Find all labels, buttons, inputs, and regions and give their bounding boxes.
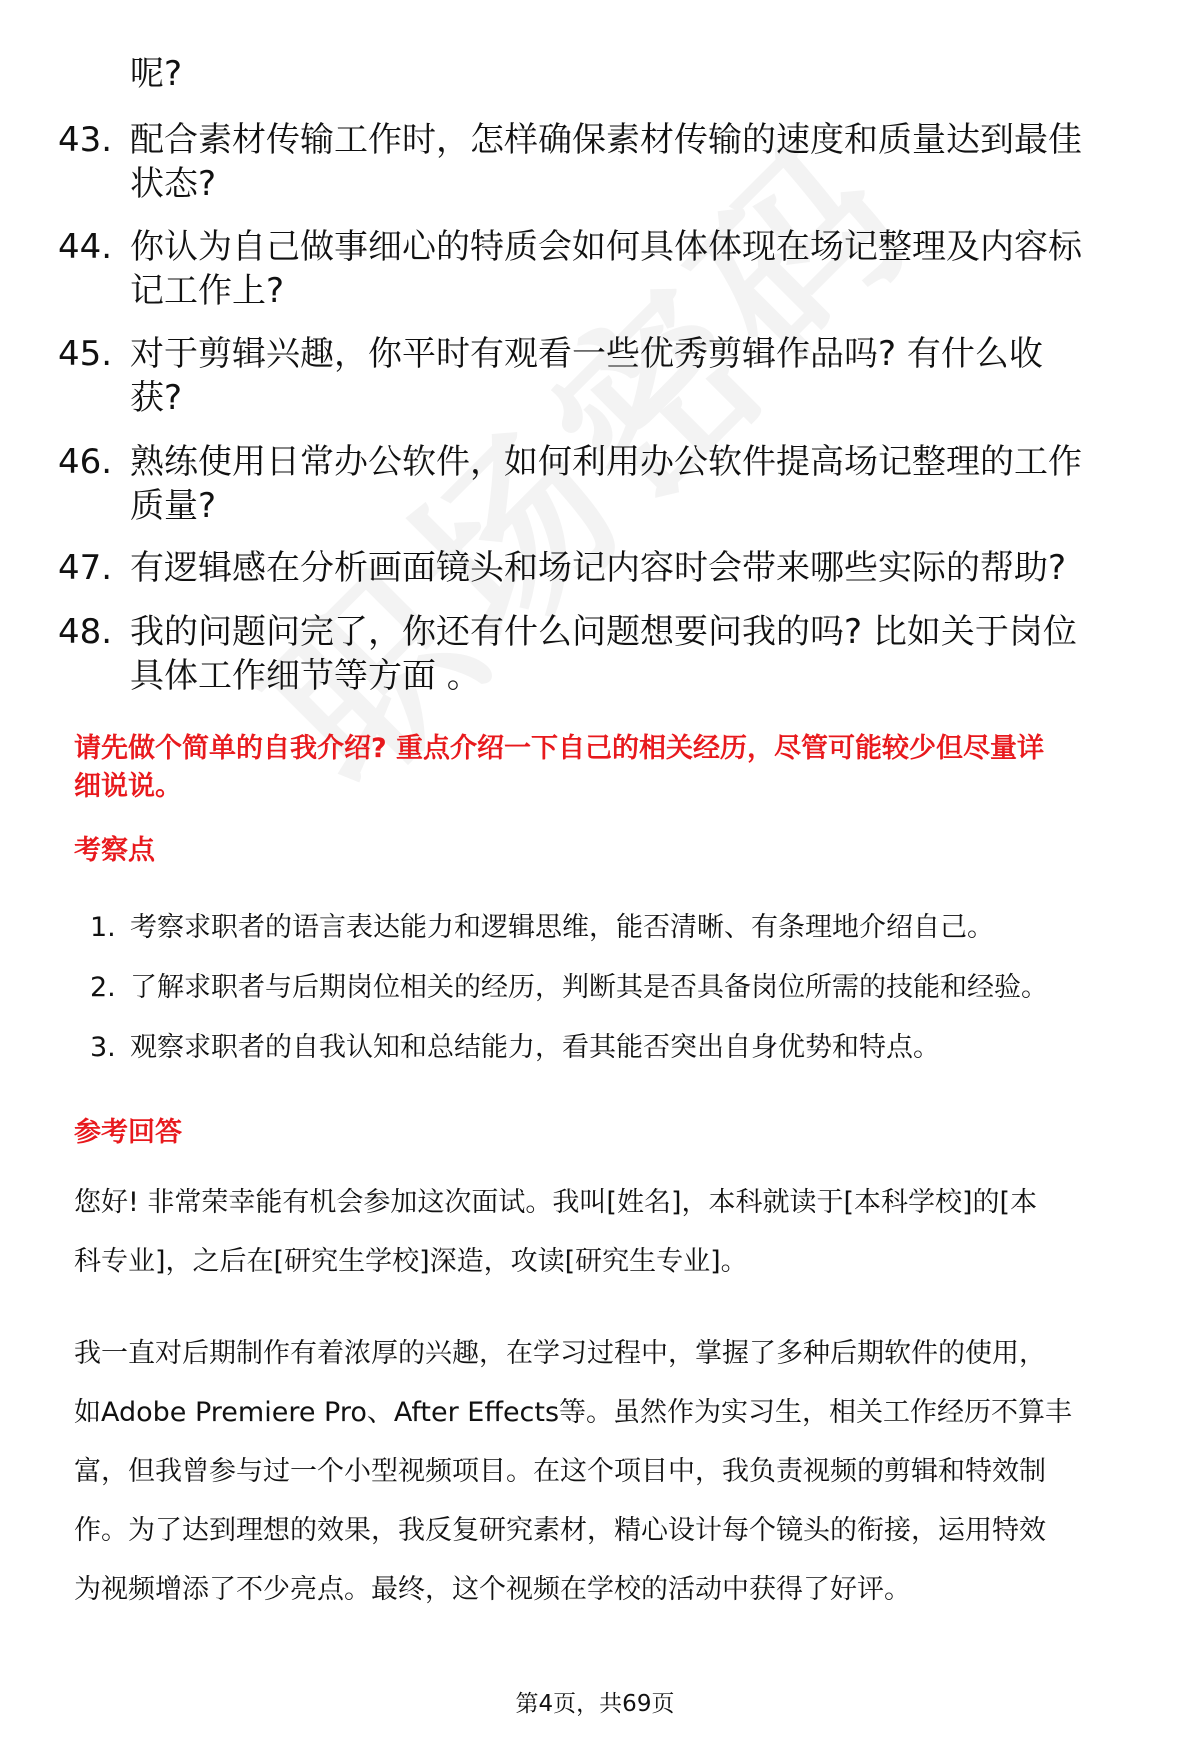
interview-question-heading — [74, 730, 1174, 806]
paragraph-line: 富，但我曾参与过一个小型视频项目。在这个项目中，我负责视频的剪辑和特效制 — [74, 1456, 1046, 1487]
question-number: 48. — [58, 612, 113, 652]
question-line: 质量? — [130, 486, 217, 526]
question-number: 44. — [58, 227, 113, 267]
point-number: 2. — [90, 972, 116, 1003]
question-continuation: 呢? — [130, 54, 183, 94]
answer-paragraph — [74, 1324, 1174, 1619]
question-line: 配合素材传输工作时，怎样确保素材传输的速度和质量达到最佳 — [130, 120, 1082, 160]
question-number: 45. — [58, 334, 113, 374]
paragraph-line: 为视频增添了不少亮点。最终，这个视频在学校的活动中获得了好评。 — [74, 1574, 911, 1605]
reference-answer-title: 参考回答 — [74, 1117, 182, 1148]
question-number: 47. — [58, 548, 113, 588]
question-text — [130, 118, 1165, 206]
paragraph-line: 如Adobe Premiere Pro、After Effects等。虽然作为实习生，相关工作经历不算丰 — [74, 1397, 1073, 1428]
question-line: 我的问题问完了，你还有什么问题想要问我的吗? 比如关于岗位 — [130, 612, 1077, 652]
point-number: 1. — [90, 912, 116, 943]
question-line: 有逻辑感在分析画面镜头和场记内容时会带来哪些实际的帮助? — [130, 548, 1067, 588]
point-number: 3. — [90, 1032, 116, 1063]
question-line: 状态? — [130, 164, 217, 204]
question-line: 熟练使用日常办公软件，如何利用办公软件提高场记整理的工作 — [130, 442, 1082, 482]
question-text — [130, 546, 1165, 590]
assessment-title: 考察点 — [74, 835, 155, 866]
heading-line: 细说说。 — [74, 771, 182, 802]
paragraph-line: 科专业]，之后在[研究生学校]深造，攻读[研究生专业]。 — [74, 1246, 748, 1277]
page-number: 第4页，共69页 — [515, 1691, 675, 1717]
question-line: 具体工作细节等方面 。 — [130, 656, 481, 696]
paragraph-line: 作。为了达到理想的效果，我反复研究素材，精心设计每个镜头的衔接，运用特效 — [74, 1515, 1046, 1546]
question-number: 46. — [58, 442, 113, 482]
question-number: 43. — [58, 120, 113, 160]
paragraph-line: 您好! 非常荣幸能有机会参加这次面试。我叫[姓名]，本科就读于[本科学校]的[本 — [74, 1187, 1038, 1218]
point-text: 观察求职者的自我认知和总结能力，看其能否突出自身优势和特点。 — [130, 1032, 940, 1063]
question-text — [130, 332, 1165, 420]
answer-paragraph — [74, 1173, 1174, 1291]
question-line: 记工作上? — [130, 271, 285, 311]
paragraph-line: 我一直对后期制作有着浓厚的兴趣，在学习过程中，掌握了多种后期软件的使用， — [74, 1338, 1046, 1369]
question-line: 你认为自己做事细心的特质会如何具体体现在场记整理及内容标 — [130, 227, 1082, 267]
question-text — [130, 225, 1165, 313]
point-text: 考察求职者的语言表达能力和逻辑思维，能否清晰、有条理地介绍自己。 — [130, 912, 994, 943]
question-line: 获? — [130, 378, 183, 418]
question-text — [130, 610, 1165, 698]
question-text — [130, 440, 1165, 528]
heading-line: 请先做个简单的自我介绍? 重点介绍一下自己的相关经历，尽管可能较少但尽量详 — [74, 733, 1045, 764]
question-line: 对于剪辑兴趣，你平时有观看一些优秀剪辑作品吗? 有什么收 — [130, 334, 1043, 374]
point-text: 了解求职者与后期岗位相关的经历，判断其是否具备岗位所需的技能和经验。 — [130, 972, 1048, 1003]
